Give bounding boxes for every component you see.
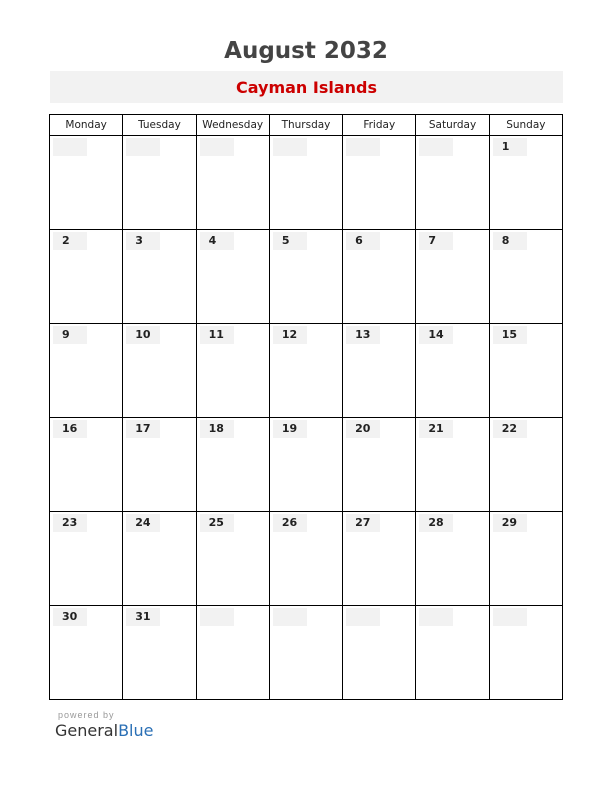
day-cell <box>343 136 416 230</box>
week-row <box>50 230 563 324</box>
day-cell <box>489 606 562 700</box>
brand-general-text: General <box>55 721 119 740</box>
day-number: 5 <box>273 232 307 250</box>
day-cell <box>50 230 123 324</box>
day-cell <box>343 324 416 418</box>
day-number: 9 <box>53 326 87 344</box>
day-number <box>200 138 234 156</box>
day-cell <box>489 324 562 418</box>
day-number: 7 <box>419 232 453 250</box>
day-number: 23 <box>53 514 87 532</box>
day-number <box>346 138 380 156</box>
day-cell <box>123 324 196 418</box>
day-number: 24 <box>126 514 160 532</box>
weekday-monday: Monday <box>50 115 123 136</box>
day-number: 14 <box>419 326 453 344</box>
calendar-grid <box>49 114 563 700</box>
day-number: 11 <box>200 326 234 344</box>
day-cell <box>489 136 562 230</box>
day-cell <box>269 512 342 606</box>
day-number <box>53 138 87 156</box>
day-cell <box>416 324 489 418</box>
day-cell <box>123 512 196 606</box>
day-cell <box>343 606 416 700</box>
day-cell <box>123 418 196 512</box>
day-number: 26 <box>273 514 307 532</box>
day-number: 22 <box>493 420 527 438</box>
day-number <box>273 138 307 156</box>
day-cell <box>489 230 562 324</box>
day-cell <box>343 418 416 512</box>
day-cell <box>269 136 342 230</box>
day-number: 19 <box>273 420 307 438</box>
day-cell <box>50 324 123 418</box>
day-cell <box>343 230 416 324</box>
day-cell <box>489 418 562 512</box>
day-cell <box>343 512 416 606</box>
day-cell <box>50 136 123 230</box>
day-number: 27 <box>346 514 380 532</box>
day-cell <box>269 606 342 700</box>
weekday-thursday: Thursday <box>269 115 342 136</box>
day-number: 1 <box>493 138 527 156</box>
week-row <box>50 136 563 230</box>
week-row <box>50 512 563 606</box>
day-cell <box>50 418 123 512</box>
weekday-friday: Friday <box>343 115 416 136</box>
day-number: 2 <box>53 232 87 250</box>
day-cell <box>123 230 196 324</box>
powered-by-label: powered by <box>58 710 115 720</box>
day-number <box>200 608 234 626</box>
calendar-title: August 2032 <box>224 38 388 64</box>
weekday-tuesday: Tuesday <box>123 115 196 136</box>
day-cell <box>123 606 196 700</box>
day-cell <box>416 606 489 700</box>
day-number: 12 <box>273 326 307 344</box>
week-row <box>50 418 563 512</box>
day-number: 6 <box>346 232 380 250</box>
day-cell <box>269 324 342 418</box>
day-cell <box>416 418 489 512</box>
day-cell <box>416 136 489 230</box>
day-number: 17 <box>126 420 160 438</box>
day-number <box>346 608 380 626</box>
day-number: 16 <box>53 420 87 438</box>
day-number: 25 <box>200 514 234 532</box>
day-number: 3 <box>126 232 160 250</box>
week-row <box>50 324 563 418</box>
day-number: 29 <box>493 514 527 532</box>
brand-blue-text: Blue <box>118 721 154 740</box>
day-cell <box>269 418 342 512</box>
day-number: 13 <box>346 326 380 344</box>
day-cell <box>196 230 269 324</box>
day-number <box>419 138 453 156</box>
day-cell <box>196 512 269 606</box>
day-number: 4 <box>200 232 234 250</box>
day-cell <box>50 512 123 606</box>
day-number: 28 <box>419 514 453 532</box>
day-number: 20 <box>346 420 380 438</box>
week-row <box>50 606 563 700</box>
day-cell <box>416 512 489 606</box>
day-number: 8 <box>493 232 527 250</box>
day-number: 15 <box>493 326 527 344</box>
weekday-sunday: Sunday <box>489 115 562 136</box>
day-number: 18 <box>200 420 234 438</box>
day-number <box>126 138 160 156</box>
day-number: 31 <box>126 608 160 626</box>
day-cell <box>196 324 269 418</box>
day-number <box>493 608 527 626</box>
day-cell <box>196 606 269 700</box>
day-cell <box>416 230 489 324</box>
day-cell <box>50 606 123 700</box>
day-number: 21 <box>419 420 453 438</box>
weekday-saturday: Saturday <box>416 115 489 136</box>
day-cell <box>489 512 562 606</box>
day-cell <box>123 136 196 230</box>
day-number: 30 <box>53 608 87 626</box>
generalblue-logo[interactable] <box>55 721 153 740</box>
day-cell <box>269 230 342 324</box>
day-number: 10 <box>126 326 160 344</box>
weekday-wednesday: Wednesday <box>196 115 269 136</box>
weekday-header-row <box>50 115 563 136</box>
day-number <box>419 608 453 626</box>
day-cell <box>196 136 269 230</box>
day-cell <box>196 418 269 512</box>
country-banner: Cayman Islands <box>50 71 563 103</box>
day-number <box>273 608 307 626</box>
